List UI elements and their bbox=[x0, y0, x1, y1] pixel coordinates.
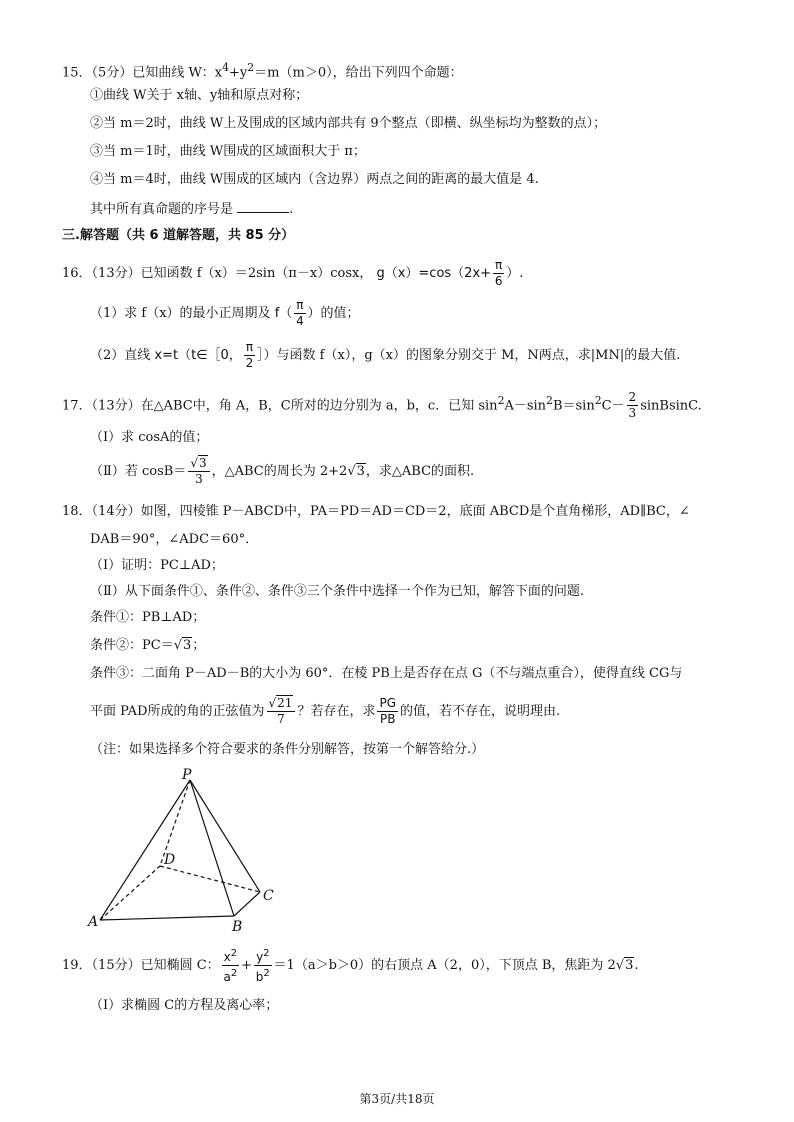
fraction: $\frac{\pi}{2}$ bbox=[245, 340, 254, 370]
q15-option-1: ①曲线 W关于 x轴、y轴和原点对称； bbox=[90, 88, 309, 103]
q16-part-2: （2）直线 x=t（t∈［0， $\frac{\pi}{2}$ ］）与函数 f（x），g（x）的图象分别交于 M，N两点，求|MN|的最大值. bbox=[90, 340, 681, 370]
q18-condition-1: 条件①：PB⊥AD； bbox=[90, 610, 206, 625]
pyramid-figure bbox=[86, 768, 296, 933]
q18-stem-line1: 18．（14分）如图，四棱锥 P－ABCD中，PA＝PD＝AD＝CD＝2，底面 ABCD是个直角梯形，AD∥BC，∠ bbox=[62, 504, 690, 519]
q18-stem-line2: DAB＝90°，∠ADC＝60°． bbox=[90, 532, 259, 547]
edge-DC bbox=[160, 866, 260, 892]
label-A: A bbox=[88, 914, 99, 930]
q17-part-2: （Ⅱ）若 cosB＝ $\frac{√3}{3}$ ，△ABC的周长为 2+2√3，求△ABC的面积. bbox=[90, 456, 475, 486]
q18-part-1: （Ⅰ）证明：PC⊥AD； bbox=[90, 558, 224, 573]
fraction: $\frac{\pi}{4}$ bbox=[296, 298, 304, 328]
edge-PA bbox=[100, 780, 190, 920]
answer-blank bbox=[237, 198, 289, 213]
q15-option-2: ②当 m＝2时，曲线 W上及围成的区域内部共有 9个整点（即横、纵坐标均为整数的点）； bbox=[90, 116, 607, 131]
q18-part-2: （Ⅱ）从下面条件①、条件②、条件③三个条件中选择一个作为已知，解答下面的问题. bbox=[90, 584, 584, 599]
fraction: $\frac{√3}{3}$ bbox=[188, 456, 209, 487]
q18-condition-3-cont: 平面 PAD所成的角的正弦值为 $\frac{√21}{7}$ ？若存在，求 $\frac{PG}{PB}$ 的值，若不存在，说明理由. bbox=[90, 696, 561, 726]
label-D: D bbox=[164, 852, 176, 868]
fraction: $\frac{y^2}{b^2}$ bbox=[255, 948, 270, 984]
edge-AB bbox=[100, 916, 234, 920]
q15-ask: 其中所有真命题的序号是 . bbox=[90, 198, 293, 220]
q19-stem: 19．（15分）已知椭圆 C： $\frac{x^2}{a^2}$ + $\frac{y^2}{b^2}$ ＝1（a＞b＞0）的右顶点 A（2，0），下顶点 B，焦距为 2√3. bbox=[62, 948, 639, 984]
page-footer: 第3页/共18页 bbox=[359, 1092, 435, 1106]
edge-PC bbox=[190, 780, 260, 892]
q18-note: （注：如果选择多个符合要求的条件分别解答，按第一个解答给分.） bbox=[90, 742, 485, 757]
fraction: $\frac{PG}{PB}$ bbox=[379, 696, 396, 726]
q16-stem: 16．（13分）已知函数 f（x）＝2sin（π－x）cosx， g（x）=cos（2x+ $\frac{\pi}{6}$ ）. bbox=[62, 258, 524, 288]
q18-condition-3: 条件③：二面角 P－AD－B的大小为 60°．在棱 PB上是否存在点 G（不与端点重合），使得直线 CG与 bbox=[90, 666, 683, 681]
fraction: $\frac{x^2}{a^2}$ bbox=[223, 948, 238, 984]
fraction: $\frac{√21}{7}$ bbox=[267, 696, 296, 727]
label-C: C bbox=[263, 888, 274, 904]
q18-condition-2: 条件②：PC＝√3； bbox=[90, 638, 206, 653]
q15-stem: 15．（5分）已知曲线 W：$x^4+y^2=m(m>0)$，给出下列四个命题： bbox=[62, 61, 463, 81]
label-B: B bbox=[232, 919, 243, 933]
q19-part-1: （Ⅰ）求椭圆 C的方程及离心率； bbox=[90, 998, 279, 1013]
label-P: P bbox=[182, 768, 192, 783]
q15-option-3: ③当 m＝1时，曲线 W围成的区域面积大于 π； bbox=[90, 144, 366, 159]
q15-option-4: ④当 m＝4时，曲线 W围成的区域内（含边界）两点之间的距离的最大值是 4. bbox=[90, 172, 539, 187]
q17-stem: 17．（13分）在△ABC中，角 A，B，C所对的边分别为 a，b，c．已知 $\sin^2A-\sin^2B=\sin^2C-$ $\frac{2}{3}$ sinBsinC. bbox=[62, 390, 702, 421]
section-title: 三.解答题（共 6 道解答题，共 85 分） bbox=[62, 228, 295, 243]
fraction: $\frac{2}{3}$ bbox=[628, 390, 637, 421]
edge-BC bbox=[234, 892, 260, 916]
q17-part-1: （Ⅰ）求 cosA的值； bbox=[90, 430, 209, 445]
fraction: $\frac{\pi}{6}$ bbox=[494, 258, 503, 288]
edge-PB bbox=[190, 780, 234, 916]
q16-part-1: （1）求 f（x）的最小正周期及 f（ $\frac{\pi}{4}$ ）的值； bbox=[90, 298, 360, 328]
